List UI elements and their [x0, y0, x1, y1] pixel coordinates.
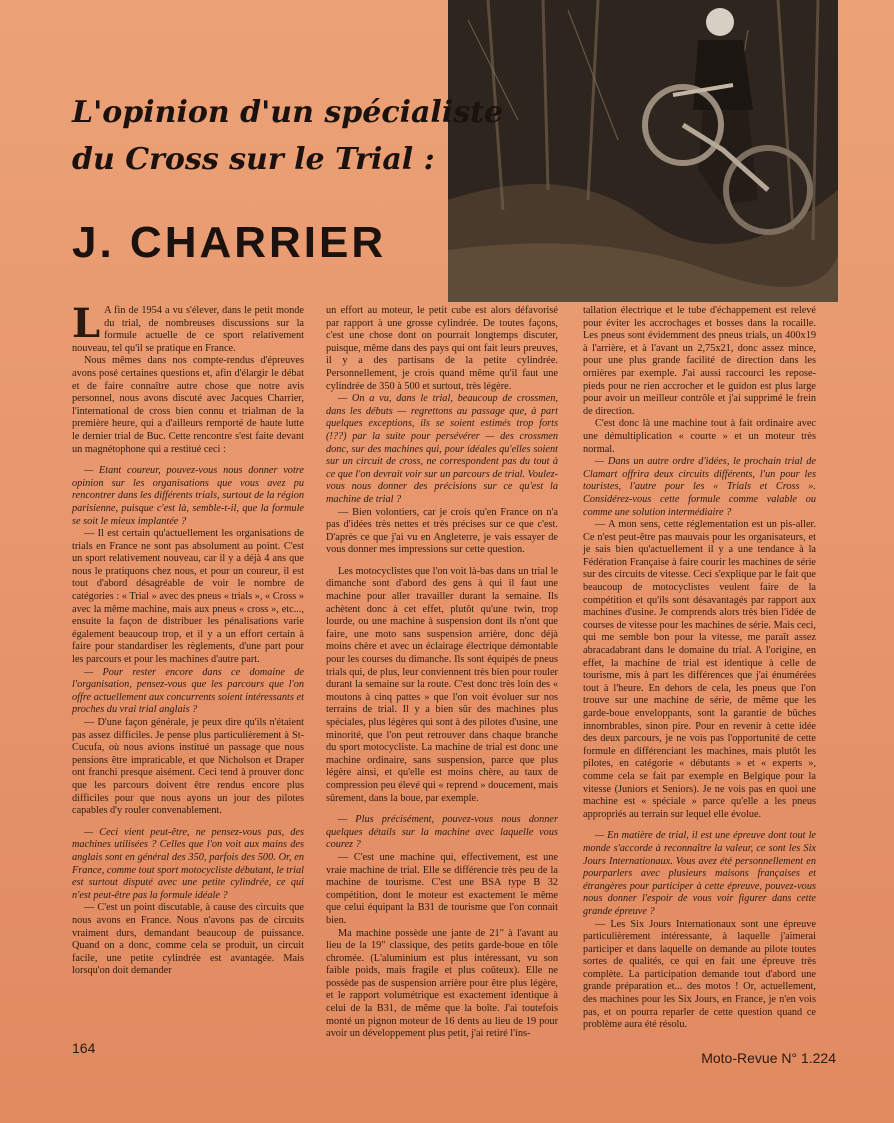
- magazine-footer: Moto-Revue N° 1.224: [701, 1050, 836, 1066]
- question-paragraph: — Pour rester encore dans ce domaine de l'organisation, pensez-vous que les parcours que l'on offre actuellement aux concurrents soient intéressants et proches du vrai trial anglais ?: [72, 666, 304, 716]
- paragraph: tallation électrique et le tube d'échappement est relevé pour éviter les accrochages et bosses dans la rocaille. Les pneus sont évidemment des pneus trials, un 400x19 à l'arrière, et à l'avant un 2,75x21, donc assez mince, pour une plus grande facilité de direction dans les ornières par exemple. J'ai aussi raccourci les repose-pieds pour ne rien accrocher et le guidon est plus large pour avoir un meilleur contrôle et j'ai supprimé le frein de direction.: [583, 305, 816, 417]
- drop-cap: L: [72, 300, 101, 347]
- article-subject-name: J. CHARRIER: [72, 218, 387, 267]
- article-title: [72, 90, 552, 183]
- paragraph: A fin de 1954 a vu s'élever, dans le petit monde du trial, de nombreuses discussions sur la formule actuelle de ce sport relativement nouveau, tel qu'il se pratique en France.: [72, 305, 304, 354]
- paragraph: Ma machine possède une jante de 21" à l'avant au lieu de la 19" classique, des petits garde-boue en tôle chromée. (L'aluminium est plus intéressant, vu son faible poids, mais fragile et plus coûteux). Elle ne possède pas de suspension arrière pour être plus légère, et le rapport volumétrique est exactement identique à celui de la B31, de même que la boîte. J'ai toutefois monté un pignon moteur de 16 dents au lieu de 19 pour avoir un développement plus petit, j'ai retiré l'ins-: [326, 927, 558, 1040]
- answer-paragraph: — C'est une machine qui, effectivement, est une vraie machine de trial. Elle se différencie très peu de la machine de tourisme. C'est une BSA type B 32 compétition, dont le moteur est exactement le même que celui équipant la B31 de tourisme que l'on connait bien.: [326, 851, 558, 926]
- answer-paragraph: — Les Six Jours Internationaux sont une épreuve particulièrement intéressante, à laquelle j'aimerai participer et dans laquelle on demande au pilote toutes sortes de qualités, ce qui en fait une épreuve très complète. La participation demande tout d'abord une grande préparation et... des motos ! Or, actuellement, des machines pour les Six Jours, en France, je n'en vois pas, et on pourra reparler de cette question quand ce problème aura été résolu.: [583, 918, 816, 1031]
- answer-paragraph: — A mon sens, cette réglementation est un pis-aller. Ce n'est peut-être pas mauvais pour les organisateurs, et je sais bien qu'actuellement il y a une tendance à la Fédération Française à faire courir les machines de série sur des circuits de vitesse. Ceci s'explique par le fait que beaucoup de motocyclistes veulent faire de la compétition et qu'ils sont désavantagés par rapport aux machines d'usine. Je comprends alors très bien l'idée de courses de vitesse pour les machines de série. Mais ceci, qui me semble bon pour la vitesse, me paraît assez abracadabrant dans le domaine du trial. A l'origine, en effet, la machine de trial est identique à celle de tourisme, mis à part les différences que j'ai énumérées tout à l'heure. En dehors de cela, les pneus que l'on trouve sur une machine de série, de même que les garde-boue enveloppants, sont la garantie de bûches innombrables, sinon pire. Pour en revenir à cette idée des deux parcours, je ne vois pas l'opportunité de cette formule en différenciant les machines, mais plutôt les pilotes, en catégorie « débutants » et « experts », comme cela se fait par exemple en Belgique pour la vitesse (Juniors et Seniors). Je ne vois pas en quoi une machine est « spéciale » parce qu'elle a les pneus appropriés au terrain sur lequel elle évolue.: [583, 519, 816, 820]
- question-paragraph: — En matière de trial, il est une épreuve dont tout le monde s'accorde à reconnaître la valeur, ce sont les Six Jours Internationaux. Vous avez été personnellement en pourparlers avec plusieurs maisons françaises et étrangères pour participer à cette épreuve, pouvez-vous nous donner l'espoir de vous voir figurer dans cette grande épreuve ?: [583, 830, 816, 917]
- title-line-2: du Cross sur le Trial :: [72, 141, 435, 177]
- text-column-1: [72, 300, 304, 978]
- paragraph: Nous mêmes dans nos compte-rendus d'épreuves avons posé certaines questions et, afin d'élargir le débat et de faire connaître autre chose que notre avis personnel, nous avons discuté avec Jacques Charrier, l'international de cross bien connu et trialman de la première heure, qui a d'ailleurs remporté de haute lutte le dernier trial de Buc. Cette rencontre s'est faite devant un magnétophone qui a restitué ceci :: [72, 355, 304, 455]
- answer-paragraph: — C'est un point discutable, à cause des circuits que nous avons en France. Nous n'avons pas de circuits vraiment durs, demandant beaucoup de puissance. Quand on a donc, comme cela se produit, un circuit facile, une petite cylindrée est avantagée. Mais lorsqu'on doit demander: [72, 902, 304, 977]
- question-paragraph: — Plus précisément, pouvez-vous nous donner quelques détails sur la machine avec laquelle vous courez ?: [326, 814, 558, 851]
- paragraph: Les motocyclistes que l'on voit là-bas dans un trial le dimanche sont d'abord des gens à qui il faut une machine pour aller travailler durant la semaine. Ils achètent donc à cet effet, plutôt qu'une twin, trop lourde, ou une machine à suspension dont ils n'ont que faire, une moto sans suspension arrière, donc déjà moins chère et avec un éclairage électrique démontable pour les courses du dimanche. Ils sont équipés de pneus trials qui, de plus, leur conviennent très bien pour rouler durant la semaine sur la route. C'est donc très loin des « moutons à cinq pattes » que l'on voit évoluer sur nos terrains de trial. Il y a bien sûr des machines plus spéciales, plus légères qui sont à des pilotes d'usine, une minorité, que l'on peut retrouver dans chaque branche du sport motocycliste. La machine de trial est donc une machine ordinaire, sans suspension, parce que plus légère ainsi, et qu'elle est moins chère, au taux de compression peu élevé qui « reprend » doucement, mais sûrement, dans la boue, par exemple.: [326, 565, 558, 804]
- question-paragraph: — Dans un autre ordre d'idées, le prochain trial de Clamart offrira deux circuits différents, l'un pour les touristes, l'autre pour les « Trials et Cross ». Considérez-vous cette formule comme valable ou comme une solution intermédiaire ?: [583, 456, 816, 518]
- answer-paragraph: — Il est certain qu'actuellement les organisations de trials en France ne sont pas absolument au point. C'est un sport relativement nouveau, car il y a déjà 4 ans que nous le pratiquons chez nous, et pour un coureur, il est tout d'abord désagréable de voir le nombre de catégories : « Trial » avec des pneus « trials », « Cross » avec la même machine, mais aux pneus « cross », etc..., ensuite la façon de distribuer les pénalisations varie également beaucoup trop, et il y a un effort certain à faire pour standardiser les règlements, d'une part pour les parcours et pour les machines d'autre part.: [72, 528, 304, 666]
- page-number: 164: [72, 1040, 96, 1056]
- question-paragraph: — Etant coureur, pouvez-vous nous donner votre opinion sur les organisations que vous avez pu rencontrer dans les différents trials, surtout de la région parisienne, puisque c'est là, semble-t-il, que la formule se soit le mieux implantée ?: [72, 465, 304, 527]
- paragraph: un effort au moteur, le petit cube est alors défavorisé par rapport à une grosse cylindrée. De toutes façons, c'est une chose dont on pourrait longtemps discuter, puisque, même dans des pays qui ont fait leurs preuves, il y a des partisans de la petite cylindrée. Personnellement, je crois quand même qu'il faut une cylindrée de 350 à 500 et surtout, très légère.: [326, 305, 558, 392]
- text-column-3: [583, 305, 816, 1032]
- question-paragraph: — Ceci vient peut-être, ne pensez-vous pas, des machines utilisées ? Celles que l'on voit aux mains des anglais sont en général des 350, parfois des 500. Or, en France, comme tout sport motocycliste débutant, le trial est surtout disputé avec une petite cylindrée, ce qui n'est peut-être pas la formule idéale ?: [72, 826, 304, 901]
- title-line-1: L'opinion d'un spécialiste: [72, 95, 504, 130]
- text-column-2: [326, 305, 558, 1041]
- answer-paragraph: — Bien volontiers, car je crois qu'en France on n'a pas d'idées très nettes et très précises sur ce que c'est. D'après ce que j'ai vu en Angleterre, je vais essayer de vous donner mes impressions sur cette question.: [326, 506, 558, 556]
- paragraph: C'est donc là une machine tout à fait ordinaire avec une démultiplication « courte » et un moteur très normal.: [583, 418, 816, 455]
- question-paragraph: — On a vu, dans le trial, beaucoup de crossmen, dans les débuts — regrettons au passage que, à part quelques exceptions, ils se soient estimés trop forts (!??) par la suite pour persévérer — des crossmen donc, sur des machines qui, pour idéales qu'elles soient sur un circuit de cross, ne correspondent pas du tout à ce que l'on devrait voir sur un parcours de trial. Voulez-vous nous donner des précisions sur ce qu'est la machine de trial ?: [326, 393, 558, 505]
- answer-paragraph: — D'une façon générale, je peux dire qu'ils n'étaient pas assez difficiles. Je pense plus particulièrement à St-Cucufa, où nous avions institué un passage que nous pensions être impraticable, et que Nicholson et Draper ont franchi presque aisément. Ceci tend à prouver donc que les parcours doivent être rendus encore plus difficiles pour que nous ayons un jour des pilotes capables d'y rouler convenablement.: [72, 717, 304, 817]
